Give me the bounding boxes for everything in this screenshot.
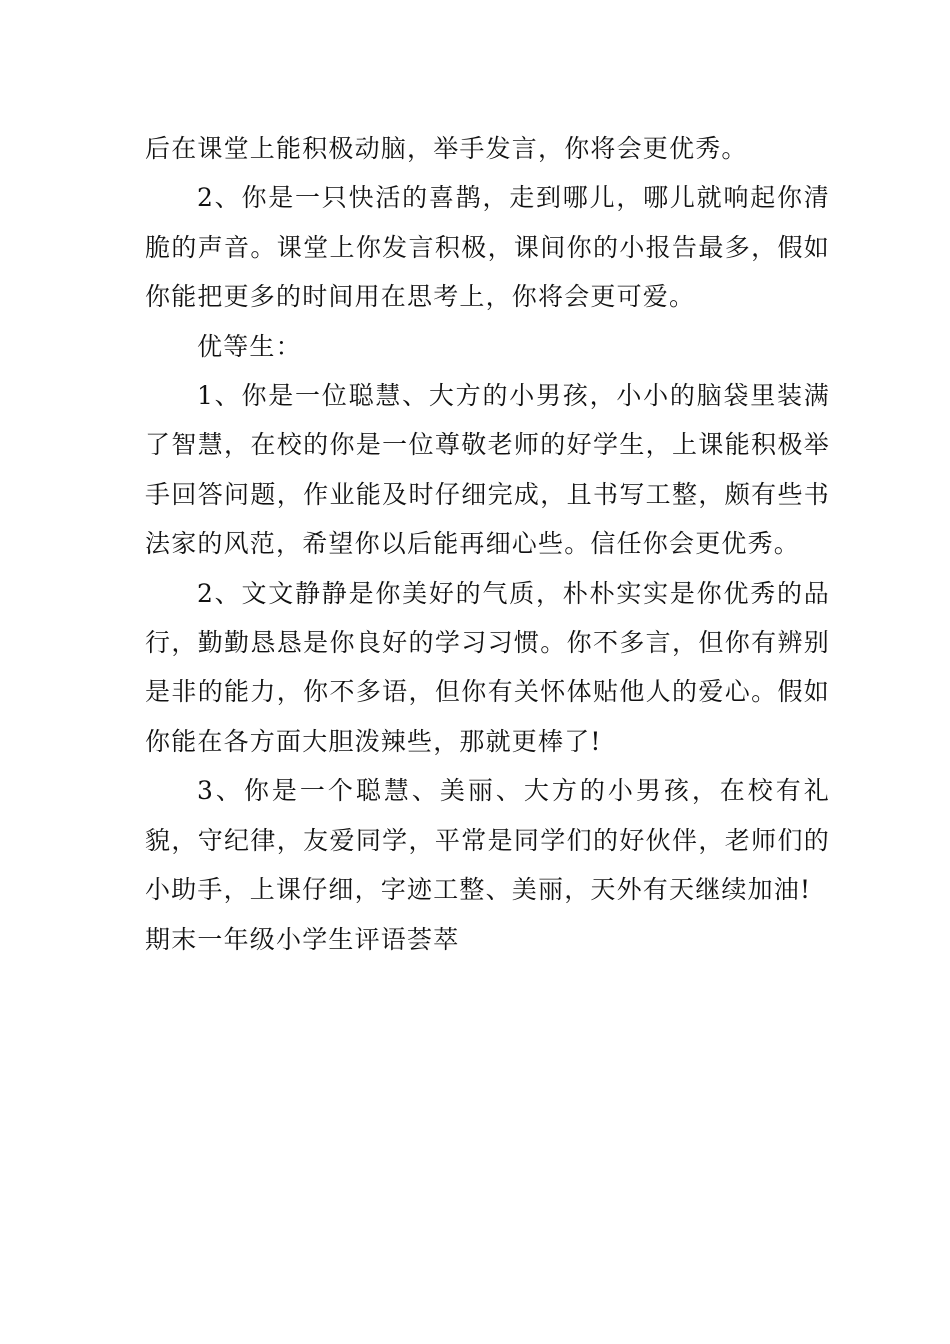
section-heading-top-students: 优等生：	[197, 331, 302, 361]
paragraph-continuation: 后在课堂上能积极动脑，举手发言，你将会更优秀。	[145, 134, 748, 163]
paragraph-comment-2: 2、你是一只快活的喜鹊，走到哪儿，哪儿就响起你清脆的声音。课堂上你发言积极，课间你的小报告最多，假如你能把更多的时间用在思考上，你将会更可爱。	[145, 183, 830, 312]
document-body	[145, 124, 830, 964]
paragraph-top-comment-1: 1、你是一位聪慧、大方的小男孩，小小的脑袋里装满了智慧，在校的你是一位尊敬老师的好学生，上课能积极举手回答问题，作业能及时仔细完成，且书写工整，颇有些书法家的风范，希望你以后能再细心些。信任你会更优秀。	[145, 381, 830, 559]
paragraph-top-comment-2: 2、文文静静是你美好的气质，朴朴实实是你优秀的品行，勤勤恳恳是你良好的学习习惯。你不多言，但你有辨别是非的能力，你不多语，但你有关怀体贴他人的爱心。假如你能在各方面大胆泼辣些，那就更棒了!	[145, 578, 830, 756]
paragraph-top-comment-3: 3、你是一个聪慧、美丽、大方的小男孩，在校有礼貌，守纪律，友爱同学，平常是同学们的好伙伴，老师们的小助手，上课仔细，字迹工整、美丽，天外有天继续加油!	[145, 776, 830, 905]
document-title: 期末一年级小学生评语荟萃	[145, 924, 460, 954]
